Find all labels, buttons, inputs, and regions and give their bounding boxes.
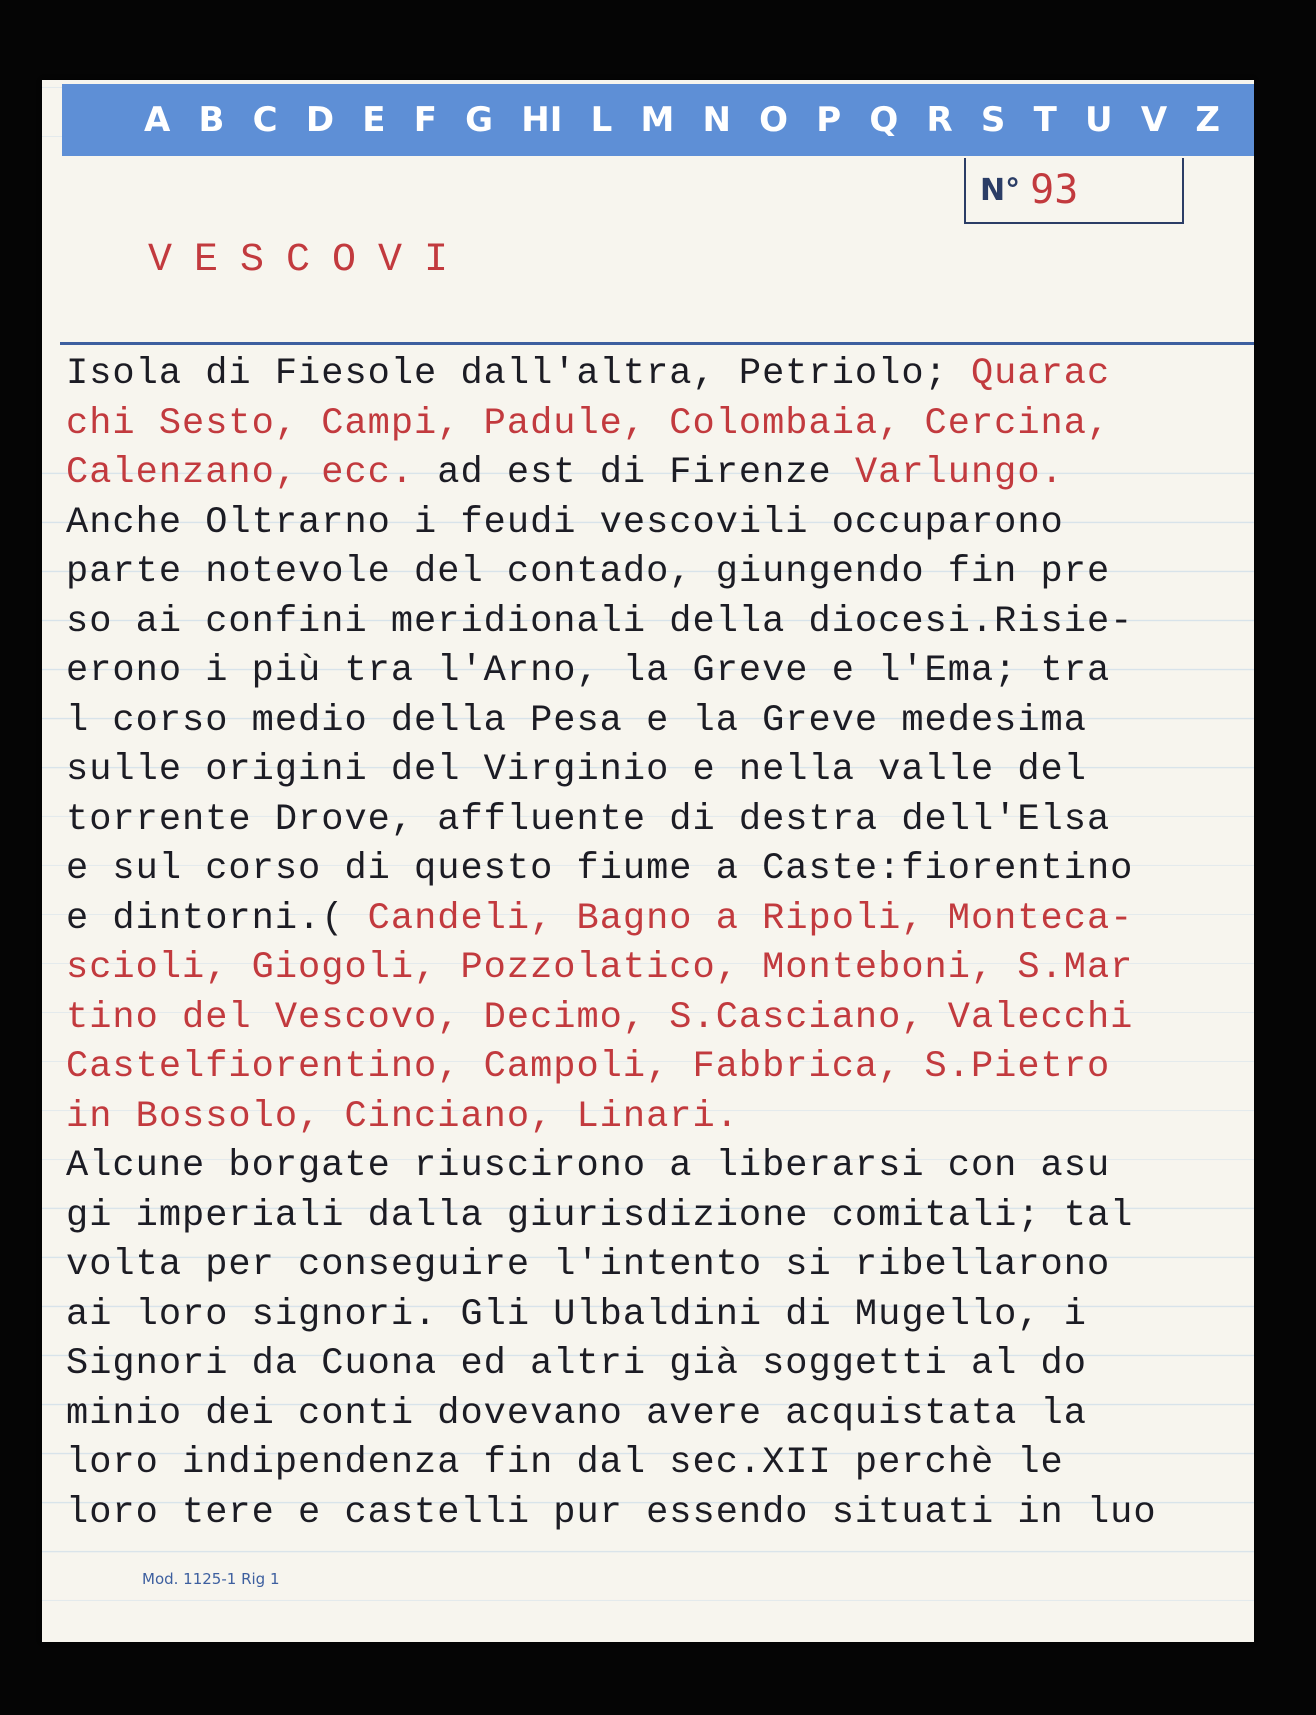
alphabet-letter: N [702,100,731,140]
alphabet-letter: R [926,100,953,140]
text-segment: sulle origini del Virginio e nella valle del [66,749,1087,791]
text-line [66,400,1254,450]
card-title: VESCOVI [148,238,471,283]
text-segment: Isola di Fiesole dall'altra, Petriolo; [66,353,971,395]
place-name-segment: scioli, Giogoli, Pozzolatico, Monteboni, S.Mar [66,947,1134,989]
place-name-segment: Quarac [970,353,1111,395]
text-line [66,1241,1254,1291]
text-line [66,796,1254,846]
alphabet-letter: B [198,100,225,140]
text-line [66,746,1254,796]
text-line [66,994,1254,1044]
number-label: N° [980,172,1021,208]
text-segment: torrente Drove, affluente di destra dell'Elsa [66,798,1111,841]
alphabet-letter: O [759,100,789,140]
number-value: 93 [1030,167,1079,213]
typed-text [66,350,1254,1538]
place-name-segment: in Bossolo, Cinciano, Linari. [66,1095,739,1138]
text-segment: erono i più tra l'Arno, la Greve e l'Ema; tra [66,650,1111,692]
text-segment: parte notevole del contado, giungendo fin pre [66,551,1111,593]
text-segment: e sul corso di questo fiume a Caste:fiorentino [66,848,1134,890]
text-segment: Signori da Cuona ed altri già soggetti al do [66,1343,1087,1385]
text-line [66,548,1254,598]
text-line [66,697,1254,747]
text-line [66,449,1254,499]
form-code: Mod. 1125-1 Rig 1 [142,1570,280,1588]
text-segment: loro indipendenza fin dal sec.XII perchè le [66,1442,1064,1484]
alphabet-letter: D [305,100,335,140]
alphabet-letter: Q [869,100,899,140]
text-segment: Alcune borgate riuscirono a liberarsi con asu [66,1145,1111,1187]
alphabet-letter: A [144,100,171,140]
text-segment: l corso medio della Pesa e la Greve medesima [66,699,1087,742]
text-segment: minio dei conti dovevano avere acquistata la [66,1392,1087,1435]
text-line [66,895,1254,945]
text-segment: loro tere e castelli pur essendo situati in luo [66,1491,1157,1534]
text-line [66,1291,1254,1341]
place-name-segment: Candeli, Bagno a Ripoli, Monteca- [367,897,1134,940]
place-name-segment: chi Sesto, Campi, Padule, Colombaia, Cercina, [66,402,1111,445]
text-segment: ad est di Firenze [414,452,855,494]
text-segment: gi imperiali dalla giurisdizione comitali; tal [66,1194,1134,1237]
alphabet-letter: T [1033,100,1057,140]
alphabet-letter: E [362,100,386,140]
alphabet-letter: P [816,100,842,140]
alphabet-letter: L [590,100,613,140]
text-line [66,1043,1254,1093]
alphabet-letter: G [465,100,494,140]
alphabet-letter: S [980,100,1006,140]
place-name-segment: Varlungo. [854,452,1064,494]
text-segment: e dintorni.( [66,897,368,940]
text-segment: ai loro signori. Gli Ulbaldini di Mugello, i [66,1293,1087,1336]
header-divider [60,342,1254,345]
number-box [964,158,1184,224]
alphabet-letter: C [252,100,278,140]
text-segment: Anche Oltrarno i feudi vescovili occuparono [66,501,1064,544]
text-line [66,1192,1254,1242]
alphabet-letter: U [1085,100,1113,140]
place-name-segment: tino del Vescovo, Decimo, S.Casciano, Valecchi [66,996,1134,1039]
text-line [66,1390,1254,1440]
text-line [66,845,1254,895]
text-line [66,1093,1254,1143]
place-name-segment: Calenzano, ecc. [66,452,415,494]
text-line [66,1439,1254,1489]
text-segment: volta per conseguire l'intento si ribellarono [66,1244,1111,1286]
text-line [66,499,1254,549]
text-segment: so ai confini meridionali della diocesi.Risie- [66,600,1134,643]
text-line [66,1142,1254,1192]
alphabet-letter: M [640,100,675,140]
place-name-segment: Castelfiorentino, Campoli, Fabbrica, S.Pietro [66,1046,1111,1088]
alphabet-letter: F [413,100,437,140]
alphabet-letter: Z [1195,100,1220,140]
alphabet-bar [62,84,1254,156]
alphabet-letter: V [1140,100,1168,140]
index-card [42,80,1254,1642]
text-line [66,598,1254,648]
text-line [66,1489,1254,1539]
text-line [66,1340,1254,1390]
text-line [66,647,1254,697]
alphabet-letter: HI [521,100,563,140]
text-line [66,350,1254,400]
text-line [66,944,1254,994]
